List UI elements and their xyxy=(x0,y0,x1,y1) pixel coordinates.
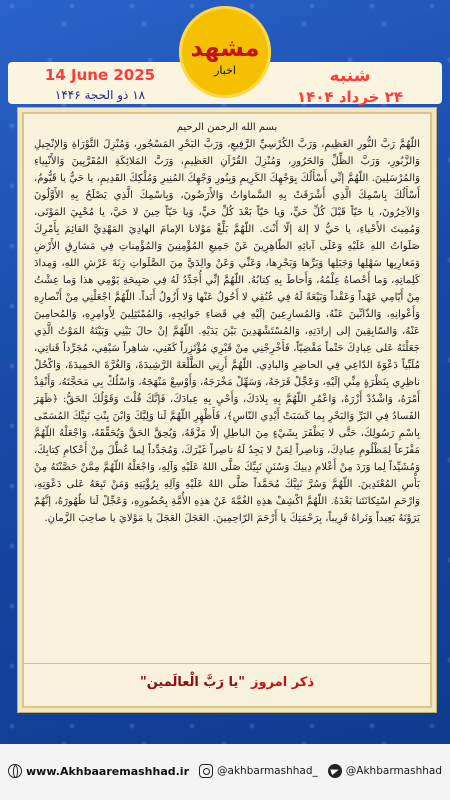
prayer-content xyxy=(34,122,420,698)
telegram-handle: @Akhbarmashhad xyxy=(345,765,442,777)
persian-date: ۲۴ خرداد ۱۴۰۴ xyxy=(296,88,404,106)
prayer-text: اللّهُمَّ رَبَّ النُّورِ العَظِيمِ، وَرَبَّ الكُرْسِيِّ الرَّفِيعِ، وَرَبَّ البَحْرِ المَسْجُورِ، وَمُنْزِلَ التَّوْرَاةِ وَالإنْجِيلِ وَالزَّبُورِ، وَرَبَّ الظِّلِّ وَالحَرُورِ، وَمُنْزِلَ القُرْآنِ العَظِيمِ، وَرَبَّ المَلائِكَةِ المُقَرَّبِينَ وَالأَنْبِياءِ وَالمُرْسَلِينَ. اللّهُمَّ إنِّي أَسْأَلُكَ بِوَجْهِكَ الكَرِيمِ وَبِنُورِ وَجْهِكَ المُنِيرِ وَمُلْكِكَ القَدِيمِ، يا حَيُّ يا قَيُّومُ، أَسْأَلُكَ بِاسْمِكَ الَّذِي أَشْرَقَتْ بِهِ السَّماواتُ وَالأَرَضُونَ، وَبِاسْمِكَ الَّذِي يَصْلَحُ بِهِ الأَوَّلُونَ وَالآخِرُونَ، يا حَيّاً قَبْلَ كُلِّ حَيٍّ، وَيا حَيّاً بَعْدَ كُلِّ حَيٍّ، وَيا حَيّاً حِينَ لا حَيَّ، يا مُحْيِيَ المَوْتَى، وَمُمِيتَ الأَحْياءِ، يا حَيُّ لا إلهَ إلّا أَنْتَ. اللّهُمَّ بَلِّغْ مَوْلانا الإمامَ الهادِيَ المَهْدِيَّ القائِمَ بِأَمْرِكَ صَلَواتُ اللهِ عَلَيْهِ وَعَلَى آبائِهِ الطّاهِرِينَ عَنْ جَمِيعِ المُؤْمِنِينَ وَالمُؤْمِناتِ فِي مَشارِقِ الأَرْضِ وَمَغارِبِها سَهْلِها وَجَبَلِها وَبَرِّها وَبَحْرِها، وَعَنِّي وَعَنْ والِدَيَّ مِنَ الصَّلَواتِ زِنَةَ عَرْشِ اللهِ، وَمِدادَ كَلِماتِهِ، وَما أَحْصاهُ عِلْمُهُ، وَأَحاطَ بِهِ كِتابُهُ. اللّهُمَّ إنِّي أُجَدِّدُ لَهُ فِي صَبِيحَةِ يَوْمِي هذا وَما عِشْتُ مِنْ أَيّامِي عَهْداً وَعَقْداً وَبَيْعَةً لَهُ فِي عُنُقِي لا أَحُولُ عَنْها وَلا أَزُولُ أَبَداً. اللّهُمَّ اجْعَلْنِي مِنْ أَنْصارِهِ وَأَعْوانِهِ، وَالذّابِّينَ عَنْهُ، وَالمُسارِعِينَ إلَيْهِ فِي قَضاءِ حَوائِجِهِ، وَالمُمْتَثِلِينَ لِأَوامِرِهِ، وَالمُحامِينَ عَنْهُ، وَالسّابِقِينَ إلى إرادَتِهِ، وَالمُسْتَشْهَدِينَ بَيْنَ يَدَيْهِ. اللّهُمَّ إنْ حالَ بَيْنِي وَبَيْنَهُ المَوْتُ الَّذِي جَعَلْتَهُ عَلى عِبادِكَ حَتْماً مَقْضِيّاً، فَأَخْرِجْنِي مِنْ قَبْرِي مُؤْتَزِراً كَفَنِي، شاهِراً سَيْفِي، مُجَرِّداً قَناتِي، مُلَبِّياً دَعْوَةَ الدّاعِي فِي الحاضِرِ وَالبادِي. اللّهُمَّ أَرِنِي الطَّلْعَةَ الرَّشِيدَةَ، وَالغُرَّةَ الحَمِيدَةَ، وَاكْحُلْ ناظِرِي بِنَظْرَةٍ مِنِّي إلَيْهِ، وَعَجِّلْ فَرَجَهُ، وَسَهِّلْ مَخْرَجَهُ، وَأَوْسِعْ مَنْهَجَهُ، وَاسْلُكْ بِي مَحَجَّتَهُ، وَأَنْفِذْ أَمْرَهُ، وَاشْدُدْ أَزْرَهُ، وَاعْمُرِ اللّهُمَّ بِهِ بِلادَكَ، وَأَحْيِ بِهِ عِبادَكَ، فَإنَّكَ قُلْتَ وَقَوْلُكَ الحَقُّ: ﴿ظَهَرَ الفَسادُ فِي البَرِّ وَالبَحْرِ بِما كَسَبَتْ أَيْدِي النّاسِ﴾، فَأَظْهِرِ اللّهُمَّ لَنا وَلِيَّكَ وَابْنَ بِنْتِ نَبِيِّكَ المُسَمّى بِاسْمِ رَسُولِكَ، حَتَّى لا يَظْفَرَ بِشَيْءٍ مِنَ الباطِلِ إلّا مَزَّقَهُ، وَيُحِقَّ الحَقَّ وَيُحَقِّقَهُ، وَاجْعَلْهُ اللّهُمَّ مَفْزَعاً لِمَظْلُومِ عِبادِكَ، وَناصِراً لِمَنْ لا يَجِدُ لَهُ ناصِراً غَيْرَكَ، وَمُجَدِّداً لِما عُطِّلَ مِنْ أَحْكامِ كِتابِكَ، وَمُشَيِّداً لِما وَرَدَ مِنْ أَعْلامِ دِينِكَ وَسُنَنِ نَبِيِّكَ صَلَّى اللهُ عَلَيْهِ وَآلِهِ، وَاجْعَلْهُ اللّهُمَّ مِمَّنْ حَصَّنْتَهُ مِنْ بَأْسِ المُعْتَدِينَ. اللّهُمَّ وَسُرَّ نَبِيَّكَ مُحَمَّداً صَلَّى اللهُ عَلَيْهِ وَآلِهِ بِرُؤْيَتِهِ وَمَنْ تَبِعَهُ عَلى دَعْوَتِهِ، وَارْحَمِ اسْتِكانَتَنا بَعْدَهُ. اللّهُمَّ اكْشِفْ هذِهِ الغُمَّةَ عَنْ هذِهِ الأُمَّةِ بِحُضُورِهِ، وَعَجِّلْ لَنا ظُهُورَهُ، إنَّهُمْ يَرَوْنَهُ بَعِيداً وَنَراهُ قَرِيباً، بِرَحْمَتِكَ يا أَرْحَمَ الرّاحِمِينَ. العَجَلَ العَجَلَ يا مَوْلايَ يا صاحِبَ الزَّمانِ. xyxy=(34,139,420,524)
footer xyxy=(0,744,450,800)
globe-icon xyxy=(8,764,22,778)
prayer-card xyxy=(22,112,432,708)
instagram-handle: @akhbarmashhad_ xyxy=(217,765,318,777)
header xyxy=(0,0,450,108)
zikr-value: "یا رَبَّ الْعالَمین" xyxy=(139,674,246,690)
zikr-label: ذکر امروز xyxy=(251,674,315,690)
bismillah: بسم الله الرحمن الرحيم xyxy=(176,122,278,133)
gregorian-date: 14 June 2025 xyxy=(44,66,156,84)
day-name: شنبه xyxy=(329,66,371,86)
website-url: www.Akhbaaremashhad.ir xyxy=(26,764,189,778)
logo-title: مشهد xyxy=(190,34,260,62)
hijri-date: ۱۸ ذو الحجة ۱۴۴۶ xyxy=(54,88,146,102)
website-link[interactable] xyxy=(8,764,189,778)
persian-date-block xyxy=(280,66,420,106)
logo-subtitle: اخبار xyxy=(214,64,236,77)
telegram-link[interactable] xyxy=(328,764,442,778)
telegram-icon xyxy=(328,764,342,778)
gregorian-date-block xyxy=(30,66,170,102)
daily-zikr xyxy=(24,663,430,700)
instagram-link[interactable] xyxy=(199,764,318,778)
footer-links xyxy=(8,760,442,782)
logo xyxy=(179,6,271,98)
instagram-icon xyxy=(199,764,213,778)
